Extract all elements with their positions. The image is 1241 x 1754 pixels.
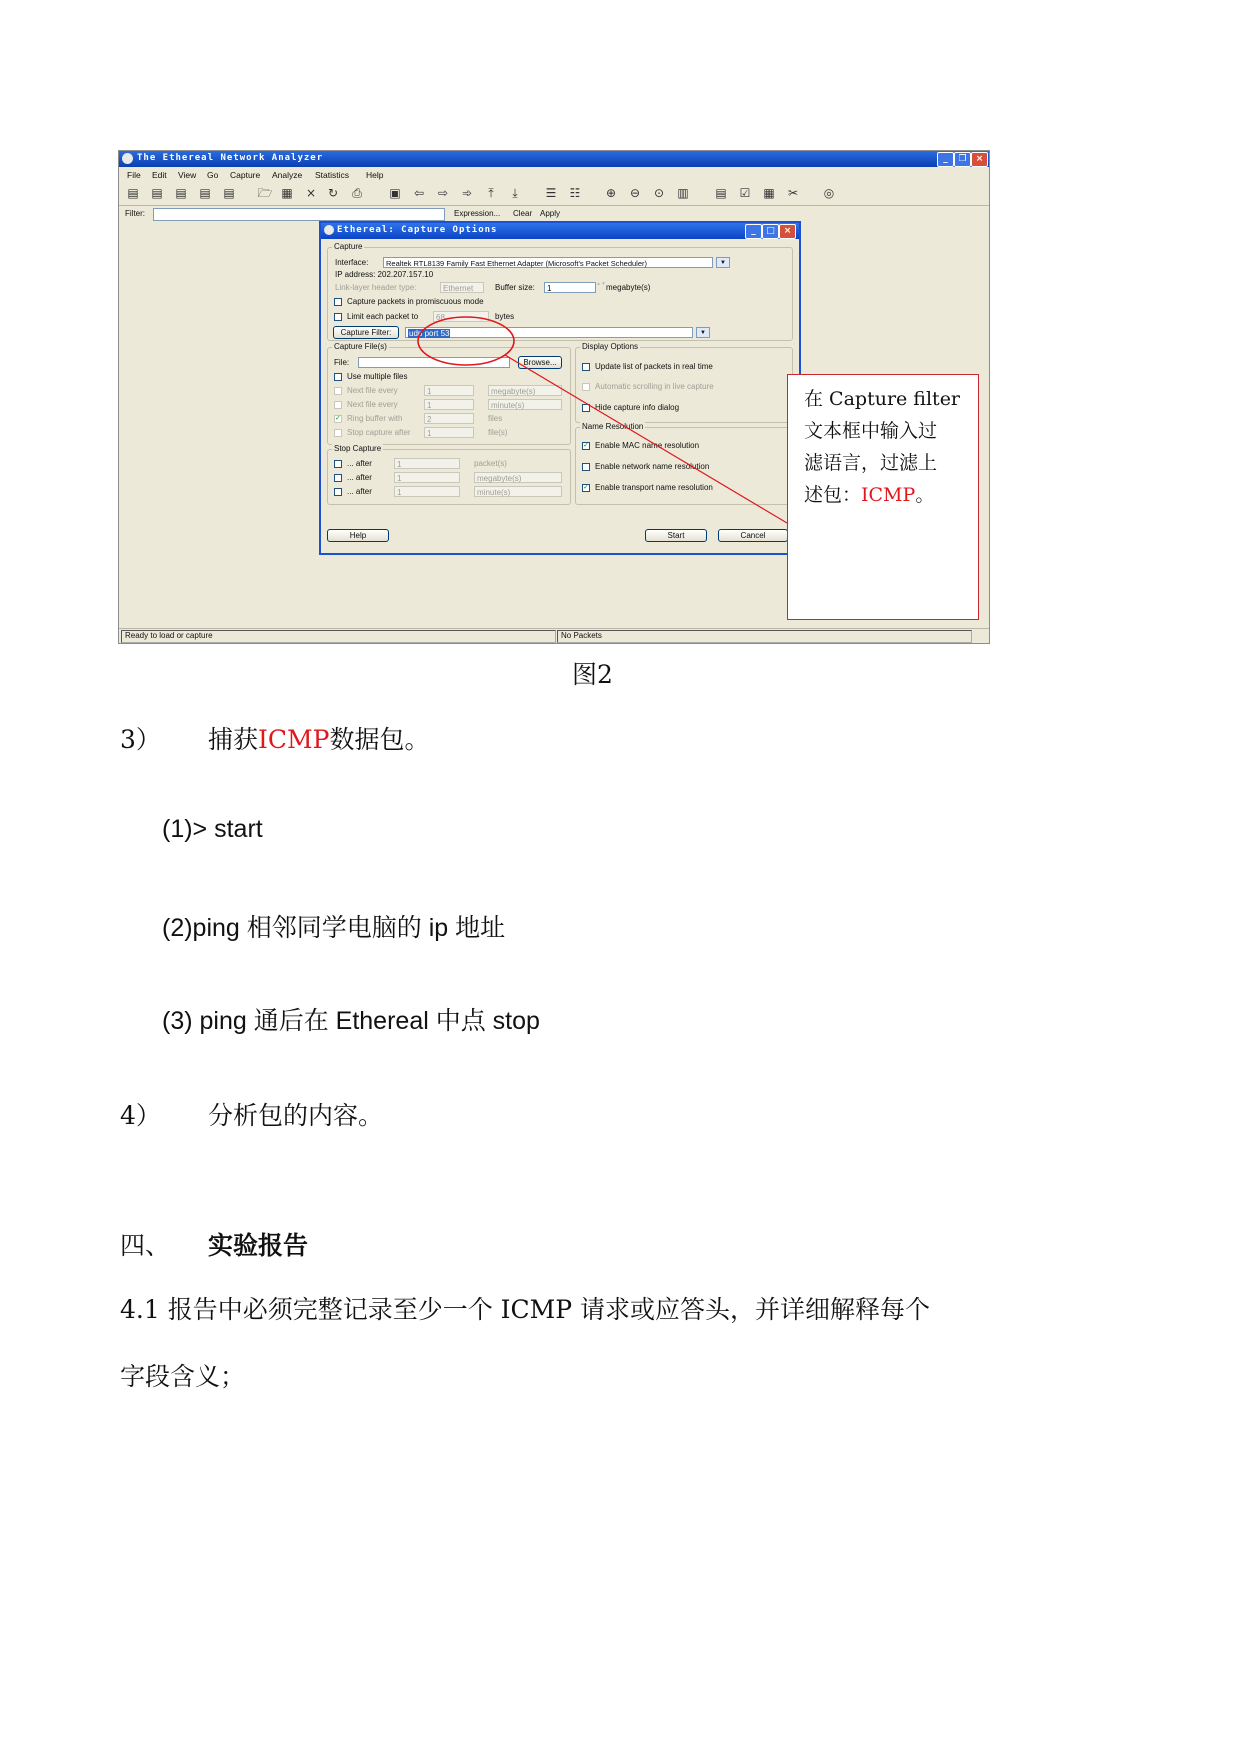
update-list-label: Update list of packets in real time	[595, 362, 713, 371]
capture-files-label: Capture File(s)	[334, 342, 387, 351]
dialog-minimize-icon[interactable]: _	[745, 224, 762, 239]
callout-line-3: 滤语言，过滤上	[804, 452, 938, 474]
display-options-label: Display Options	[582, 342, 639, 351]
annotation-callout	[787, 374, 979, 620]
network-resolution-label: Enable network name resolution	[595, 462, 710, 471]
go-first-icon[interactable]: ⤒	[488, 186, 494, 200]
interface-label: Interface:	[335, 258, 369, 267]
step-3-suffix: 数据包。	[329, 725, 430, 754]
resize-columns-icon[interactable]: ▥	[677, 186, 689, 200]
capture-filter-value: udp port 53	[409, 329, 450, 338]
dialog-title: Ethereal: Capture Options	[337, 225, 498, 235]
annotation-overlay	[0, 0, 1241, 700]
coloring-rules-icon[interactable]: ▦	[763, 186, 775, 200]
capture-group-label: Capture	[334, 242, 363, 251]
auto-scroll-label: Automatic scrolling in live capture	[595, 382, 714, 391]
stop-capture-label: Stop Capture	[334, 444, 382, 453]
stop-packets-label: ... after	[347, 459, 372, 468]
hide-info-label: Hide capture info dialog	[595, 403, 680, 412]
limit-packet-input: 68	[433, 311, 489, 322]
section-number: 四、	[120, 1231, 171, 1260]
ring-buffer-unit: files	[488, 414, 503, 423]
menu-statistics[interactable]: Statistics	[315, 170, 350, 180]
close-file-icon[interactable]: ×	[305, 186, 317, 200]
print-icon[interactable]: ⎙	[352, 186, 362, 200]
stop-packets-input: 1	[394, 458, 460, 469]
stop-packets-unit: packet(s)	[474, 459, 507, 468]
substep-1: (1)> start	[162, 815, 263, 843]
buffer-size-input[interactable]: 1	[544, 282, 596, 293]
forward-icon[interactable]: ⇨	[437, 186, 449, 200]
step-4-text: 分析包的内容。	[208, 1101, 384, 1130]
interface-select[interactable]: Realtek RTL8139 Family Fast Ethernet Adapter (Microsoft's Packet Scheduler)	[383, 257, 713, 268]
link-layer-label: Link-layer header type:	[335, 283, 417, 292]
zoom-in-icon[interactable]: ⊕	[605, 186, 617, 200]
colorize-icon[interactable]: ☰	[545, 186, 557, 200]
stop-time-input: 1	[394, 486, 460, 497]
buffer-unit: megabyte(s)	[606, 283, 651, 292]
report-line-1: 4.1 报告中必须完整记录至少一个 ICMP 请求或应答头，并详细解释每个	[120, 1295, 931, 1324]
substep-3: (3) ping 通后在 Ethereal 中点 stop	[162, 1007, 540, 1035]
capture-filter-highlight-ellipse	[418, 317, 514, 365]
mac-resolution-label: Enable MAC name resolution	[595, 441, 700, 450]
browse-button[interactable]: Browse...	[518, 356, 562, 369]
mac-resolution-checkbox[interactable]: ✓	[583, 442, 589, 449]
section-title: 实验报告	[208, 1231, 309, 1260]
menu-help[interactable]: Help	[366, 170, 384, 180]
callout-line-4-suffix: 。	[915, 484, 935, 506]
link-layer-select: Ethernet	[440, 282, 484, 293]
autoscroll-icon[interactable]: ☷	[569, 186, 581, 200]
transport-resolution-checkbox[interactable]: ✓	[583, 484, 589, 491]
find-icon[interactable]: ▣	[389, 186, 401, 200]
go-last-icon[interactable]: ⤓	[512, 186, 518, 200]
zoom-out-icon[interactable]: ⊖	[629, 186, 641, 200]
menu-go[interactable]: Go	[207, 170, 219, 180]
next-file-size-unit: megabyte(s)	[488, 385, 562, 396]
transport-resolution-label: Enable transport name resolution	[595, 483, 713, 492]
substep-2: (2)ping 相邻同学电脑的 ip 地址	[162, 914, 506, 942]
callout-icmp: ICMP	[861, 484, 916, 506]
list-interfaces-icon[interactable]: ▤	[127, 186, 139, 200]
filter-clear-button[interactable]: Clear	[513, 209, 533, 218]
menu-edit[interactable]: Edit	[152, 170, 167, 180]
window-title: The Ethereal Network Analyzer	[137, 153, 324, 163]
callout-pointer-line	[505, 355, 787, 523]
callout-line-2: 文本框中输入过	[804, 420, 938, 442]
help-lifebuoy-icon[interactable]: ◎	[823, 186, 835, 200]
filter-apply-button[interactable]: Apply	[540, 209, 561, 218]
name-resolution-label: Name Resolution	[582, 422, 644, 431]
stop-time-label: ... after	[347, 487, 372, 496]
promiscuous-label: Capture packets in promiscuous mode	[347, 297, 484, 306]
callout-text	[804, 383, 968, 511]
capture-filters-icon[interactable]: ▤	[715, 186, 727, 200]
minimize-icon[interactable]: _	[937, 152, 954, 167]
menu-view[interactable]: View	[178, 170, 197, 180]
limit-packet-label: Limit each packet to	[347, 312, 419, 321]
stop-after-label: Stop capture after	[347, 428, 411, 437]
use-multiple-label: Use multiple files	[347, 372, 408, 381]
restart-capture-icon[interactable]: ▤	[223, 186, 235, 200]
start-capture-icon[interactable]: ▤	[175, 186, 187, 200]
reload-icon[interactable]: ↻	[327, 186, 339, 200]
filter-expression-button[interactable]: Expression...	[454, 209, 501, 218]
stop-time-unit: minute(s)	[474, 486, 562, 497]
callout-line-1: 在 Capture filter	[804, 388, 961, 410]
next-file-time-unit: minute(s)	[488, 399, 562, 410]
next-file-size-input: 1	[424, 385, 474, 396]
limit-packet-unit: bytes	[495, 312, 515, 321]
callout-line-4	[804, 479, 968, 511]
zoom-normal-icon[interactable]: ⊙	[653, 186, 665, 200]
goto-icon[interactable]: ➾	[461, 186, 473, 200]
buffer-spinner-icon[interactable]: ▲▼	[596, 281, 606, 287]
status-right: No Packets	[557, 630, 972, 643]
next-file-time-label: Next file every	[347, 400, 398, 409]
close-icon[interactable]: ×	[971, 152, 988, 167]
stop-capture-icon[interactable]: ▤	[199, 186, 211, 200]
capture-filter-button[interactable]: Capture Filter:	[333, 326, 399, 339]
step-3-prefix: 捕获	[208, 725, 259, 754]
restore-icon[interactable]: ❐	[954, 152, 971, 167]
dialog-close-icon[interactable]: ×	[779, 224, 796, 239]
stop-size-unit: megabyte(s)	[474, 472, 562, 483]
save-icon[interactable]: ▦	[281, 186, 293, 200]
stop-after-input: 1	[424, 427, 474, 438]
menu-analyze[interactable]: Analyze	[272, 170, 303, 180]
ring-buffer-input: 2	[424, 413, 474, 424]
callout-line-4-prefix: 述包：	[804, 484, 862, 506]
dialog-maximize-icon[interactable]: □	[762, 224, 779, 239]
capture-filter-dropdown-icon[interactable]: ▼	[696, 327, 710, 338]
step-4-number: 4）	[120, 1101, 161, 1130]
display-filters-icon[interactable]: ☑	[739, 186, 751, 200]
interface-dropdown-icon[interactable]: ▼	[716, 257, 730, 268]
start-button[interactable]: Start	[645, 529, 707, 542]
next-file-time-input: 1	[424, 399, 474, 410]
stop-after-unit: file(s)	[488, 428, 508, 437]
ip-address: IP address: 202.207.157.10	[335, 270, 434, 279]
back-icon[interactable]: ⇦	[413, 186, 425, 200]
status-left: Ready to load or capture	[121, 630, 556, 643]
stop-size-label: ... after	[347, 473, 372, 482]
help-button[interactable]: Help	[327, 529, 389, 542]
figure-caption: 图2	[572, 660, 613, 689]
buffer-size-label: Buffer size:	[495, 283, 535, 292]
stop-size-input: 1	[394, 472, 460, 483]
step-3-text	[208, 720, 429, 756]
capture-options-icon[interactable]: ▤	[151, 186, 163, 200]
ring-buffer-label: Ring buffer with	[347, 414, 403, 423]
preferences-icon[interactable]: ✂	[787, 186, 799, 200]
open-folder-icon[interactable]: 🗁	[257, 186, 273, 200]
cancel-button[interactable]: Cancel	[718, 529, 788, 542]
report-line-2: 字段含义；	[120, 1362, 246, 1391]
menu-capture[interactable]: Capture	[230, 170, 261, 180]
menu-file[interactable]: File	[127, 170, 141, 180]
step-3-number: 3）	[120, 725, 161, 754]
filter-label: Filter:	[125, 209, 145, 218]
file-label: File:	[334, 358, 350, 367]
ring-buffer-checkbox: ✓	[335, 415, 341, 422]
next-file-size-label: Next file every	[347, 386, 398, 395]
step-3-icmp: ICMP	[258, 725, 330, 754]
